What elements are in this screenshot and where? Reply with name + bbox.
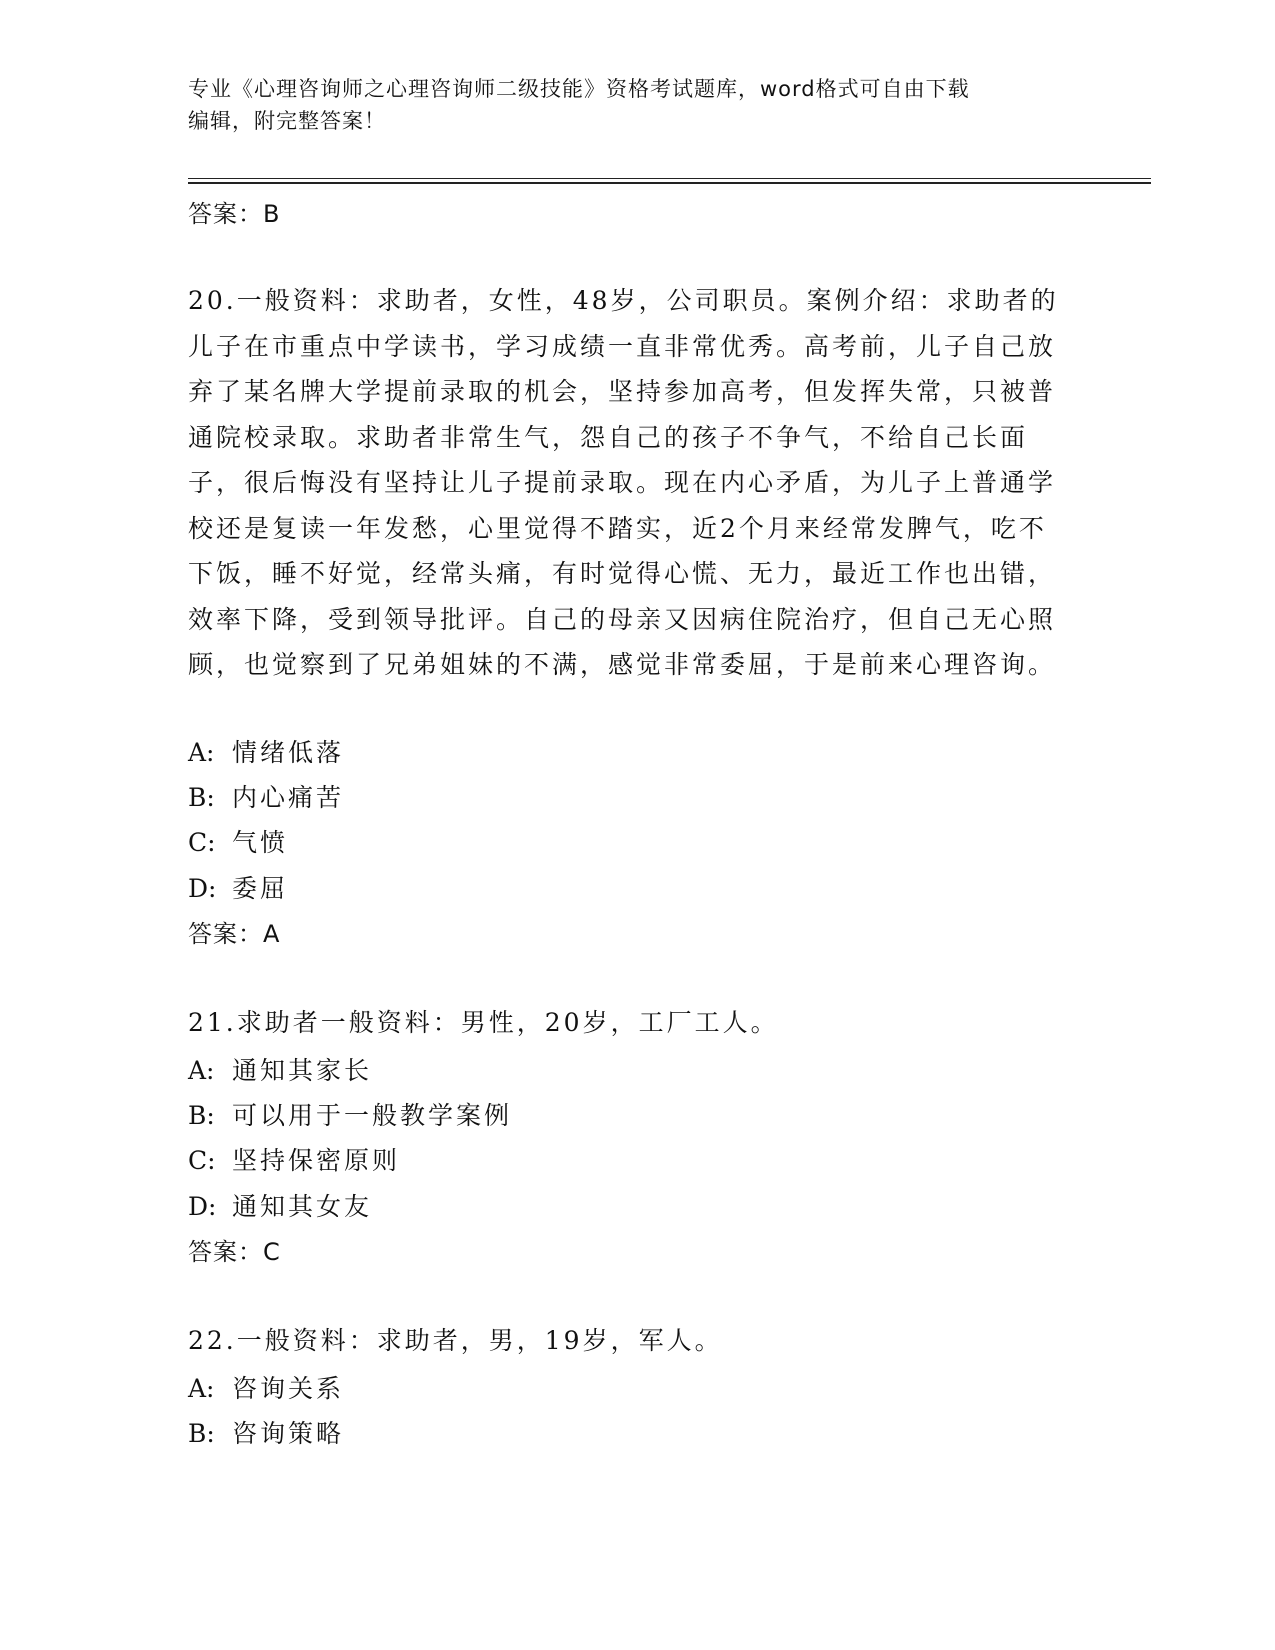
- option-text: 通知其女友: [232, 1192, 373, 1221]
- option-text: 内心痛苦: [232, 783, 345, 812]
- question-20-text: 20.一般资料：求助者，女性，48岁，公司职员。案例介绍：求助者的儿子在市重点中学读书，学习成绩一直非常优秀。高考前，儿子自己放弃了某名牌大学提前录取的机会，坚持参加高考，但发挥失常，只被普通院校录取。求助者非常生气，怨自己的孩子不争气，不给自己长面子，很后悔没有坚持让儿子提前录取。现在内心矛盾，为儿子上普通学校还是复读一年发愁，心里觉得不踏实，近2个月来经常发脾气，吃不下饭，睡不好觉，经常头痛，有时觉得心慌、无力，最近工作也出错，效率下降，受到领导批评。自己的母亲又因病住院治疗，但自己无心照顾，也觉察到了兄弟姐妹的不满，感觉非常委屈，于是前来心理咨询。: [188, 286, 1059, 679]
- question-21-answer: 答案：C: [188, 1238, 281, 1266]
- header-divider-thin: [188, 178, 1151, 179]
- option-text: 咨询策略: [232, 1419, 345, 1448]
- header-divider-thick: [188, 182, 1151, 184]
- header-line-2: 编辑，附完整答案！: [188, 109, 386, 133]
- answer-previous: 答案：B: [188, 200, 281, 228]
- question-22-text: 22.一般资料：求助者，男，19岁，军人。: [188, 1326, 723, 1355]
- question-21-option-a: [188, 1051, 372, 1087]
- header-line-1: 专业《心理咨询师之心理咨询师二级技能》资格考试题库，word格式可自由下载: [188, 77, 970, 101]
- option-key: A:: [188, 738, 215, 767]
- question-20-option-a: [188, 733, 344, 769]
- option-key: A:: [188, 1056, 215, 1085]
- question-20-option-d: [188, 869, 288, 905]
- option-text: 情绪低落: [232, 738, 345, 767]
- question-21-option-d: [188, 1187, 372, 1223]
- question-21-option-c: [188, 1141, 400, 1177]
- option-key: D:: [188, 874, 217, 903]
- document-header: [188, 73, 1088, 137]
- option-text: 通知其家长: [232, 1056, 373, 1085]
- option-key: B:: [188, 1419, 215, 1448]
- question-22-option-a: [188, 1369, 344, 1405]
- option-text: 坚持保密原则: [232, 1146, 401, 1175]
- question-20-answer: 答案：A: [188, 920, 281, 948]
- question-21-text: 21.求助者一般资料：男性，20岁，工厂工人。: [188, 1008, 779, 1037]
- option-key: C:: [188, 828, 216, 857]
- question-20-option-b: [188, 778, 344, 814]
- question-22-option-b: [188, 1414, 344, 1450]
- option-text: 气愤: [232, 828, 289, 857]
- option-key: A:: [188, 1374, 215, 1403]
- option-text: 咨询关系: [232, 1374, 345, 1403]
- option-key: B:: [188, 783, 215, 812]
- question-21-option-b: [188, 1096, 512, 1132]
- option-text: 可以用于一般教学案例: [232, 1101, 513, 1130]
- option-key: D:: [188, 1192, 217, 1221]
- option-text: 委屈: [232, 874, 289, 903]
- question-20-option-c: [188, 823, 288, 859]
- option-key: C:: [188, 1146, 216, 1175]
- option-key: B:: [188, 1101, 215, 1130]
